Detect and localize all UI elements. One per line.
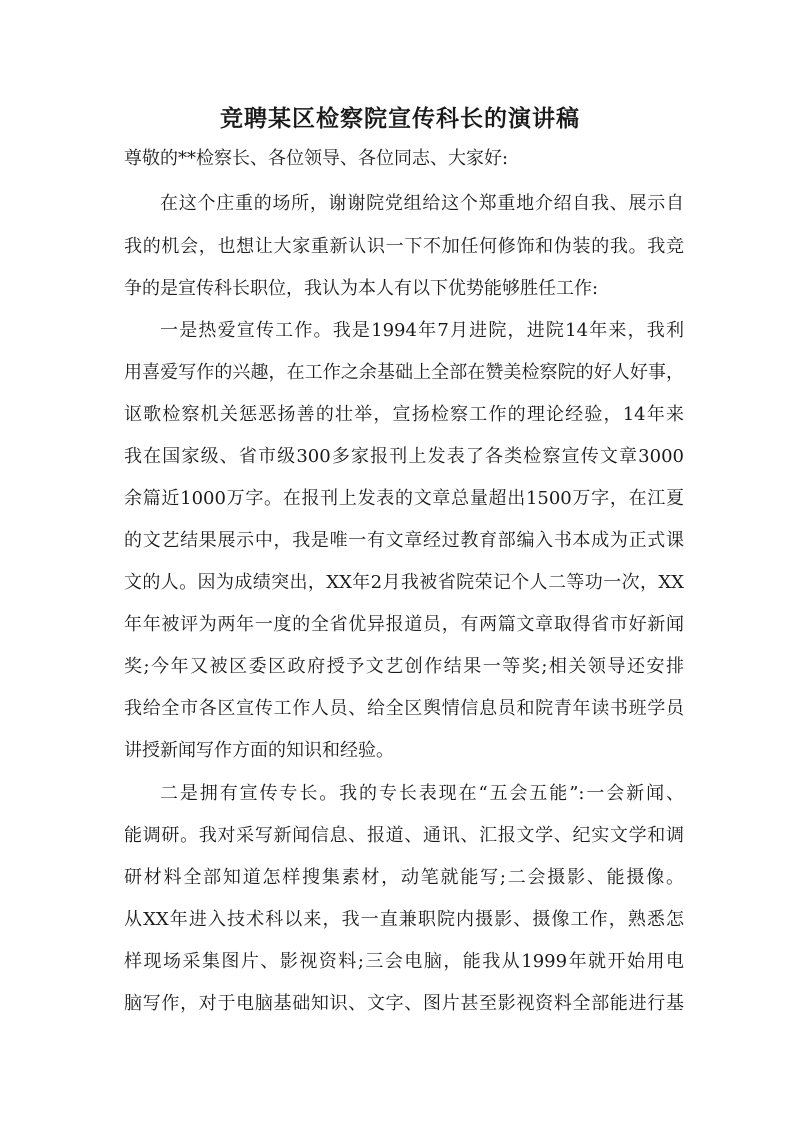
page-title: 竞聘某区检察院宣传科长的演讲稿 (220, 105, 580, 132)
paragraph-line: 我在国家级、省市级300多家报刊上发表了各类检察宣传文章3000 (124, 446, 684, 467)
paragraph-line: 争的是宣传科长职位，我认为本人有以下优势能够胜任工作: (124, 278, 599, 299)
paragraph-line: 一是热爱宣传工作。我是1994年7月进院，进院14年来，我利 (160, 320, 684, 341)
paragraph-line: 我的机会，也想让大家重新认识一下不加任何修饰和伪装的我。我竞 (124, 236, 684, 257)
paragraph-line: 用喜爱写作的兴趣，在工作之余基础上全部在赞美检察院的好人好事， (124, 362, 684, 383)
paragraph-line: 我给全市各区宣传工作人员、给全区舆情信息员和院青年读书班学员 (124, 698, 684, 719)
paragraph-line: 讴歌检察机关惩恶扬善的壮举，宣扬检察工作的理论经验，14年来 (124, 404, 684, 425)
paragraph-line: 年年被评为两年一度的全省优异报道员，有两篇文章取得省市好新闻 (124, 614, 684, 635)
paragraph-line: 从XX年进入技术科以来，我一直兼职院内摄影、摄像工作，熟悉怎 (124, 909, 684, 930)
paragraph-line: 脑写作，对于电脑基础知识、文字、图片甚至影视资料全部能进行基 (124, 993, 684, 1014)
paragraph-line: 能调研。我对采写新闻信息、报道、通讯、汇报文学、纪实文学和调 (124, 825, 684, 846)
salutation: 尊敬的**检察长、各位领导、各位同志、大家好: (124, 148, 509, 169)
paragraph-line: 的文艺结果展示中，我是唯一有文章经过教育部编入书本成为正式课 (124, 530, 684, 551)
paragraph-line: 二是拥有宣传专长。我的专长表现在“五会五能”:一会新闻、 (160, 783, 684, 804)
paragraph-line: 余篇近1000万字。在报刊上发表的文章总量超出1500万字，在江夏 (124, 488, 684, 509)
paragraph-line: 研材料全部知道怎样搜集素材，动笔就能写;二会摄影、能摄像。 (124, 867, 684, 888)
paragraph-line: 在这个庄重的场所，谢谢院党组给这个郑重地介绍自我、展示自 (160, 193, 684, 214)
paragraph-line: 讲授新闻写作方面的知识和经验。 (124, 740, 394, 761)
paragraph-line: 奖;今年又被区委区政府授予文艺创作结果一等奖;相关领导还安排 (124, 656, 684, 677)
paragraph-line: 文的人。因为成绩突出，XX年2月我被省院荣记个人二等功一次，XX (124, 572, 684, 593)
paragraph-line: 样现场采集图片、影视资料;三会电脑，能我从1999年就开始用电 (124, 951, 684, 972)
